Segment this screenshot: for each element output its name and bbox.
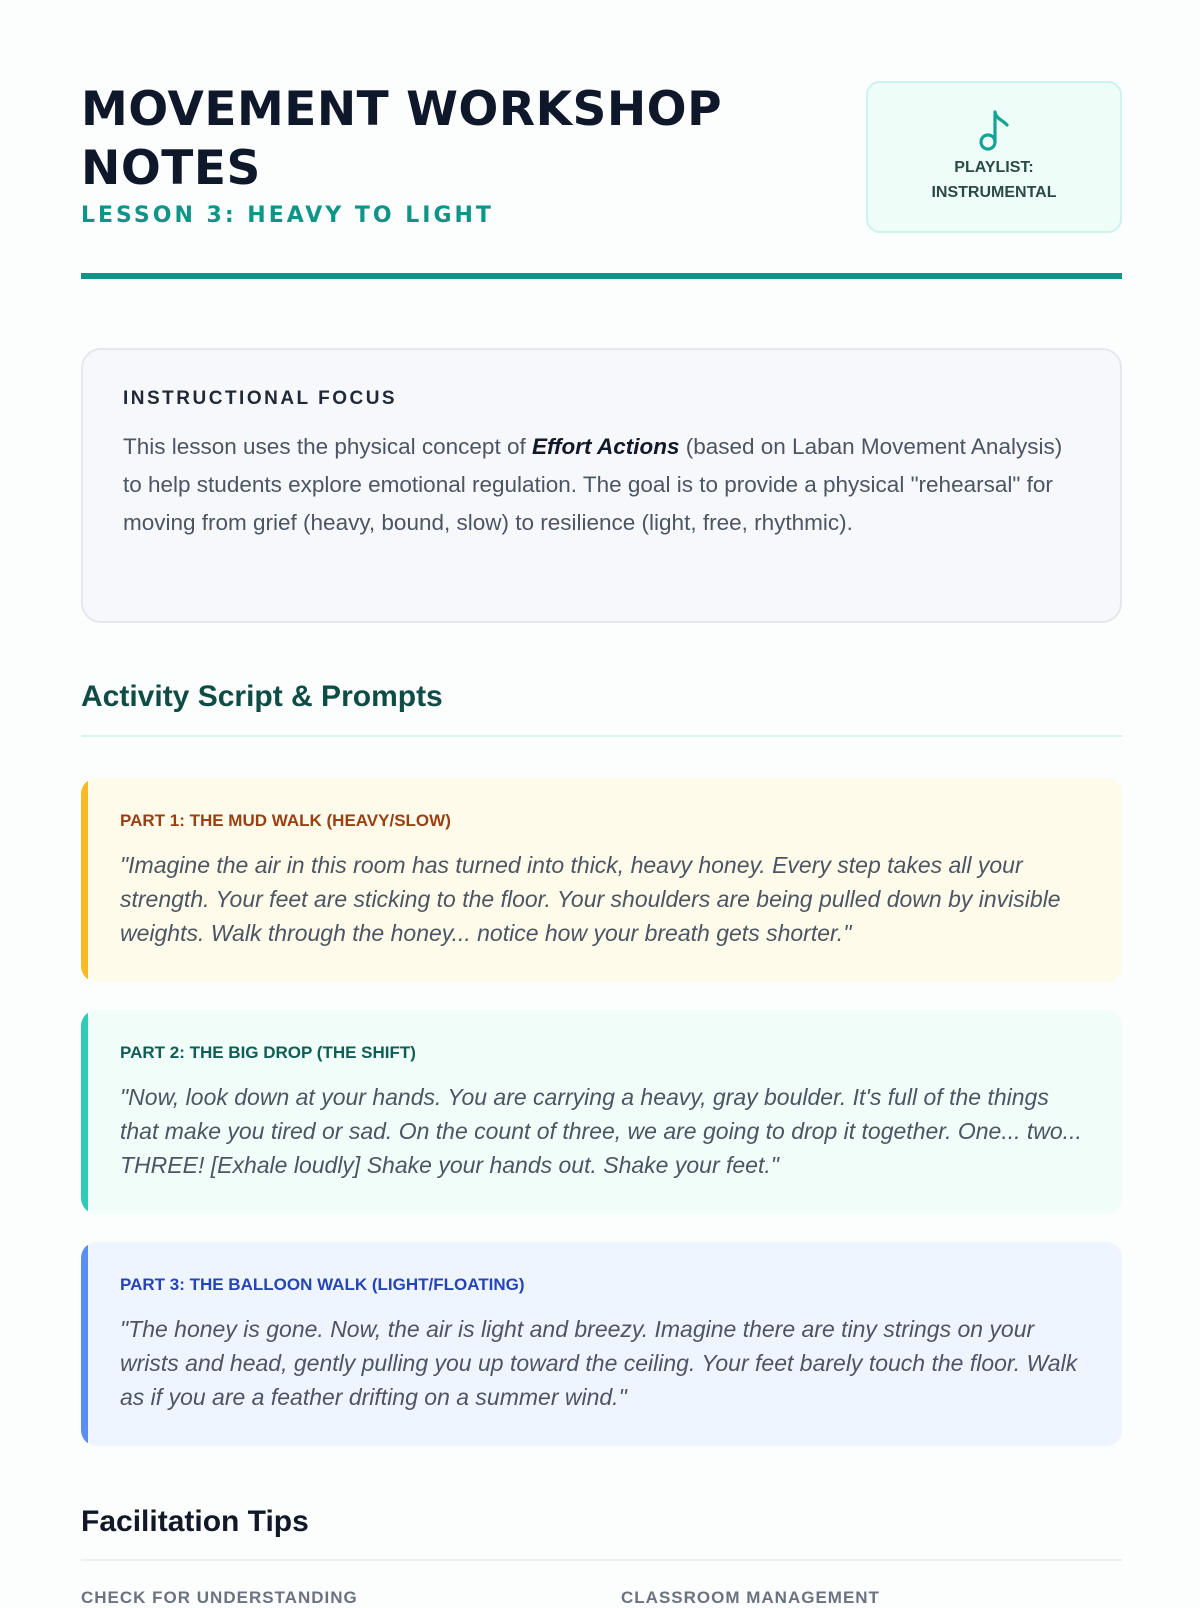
- focus-text-end: (based on Laban Movement Analysis) to help students explore emotional regulation. The goal is to provide a physical "rehearsal" for moving from grief (heavy, bound, slow) to resilience (light, free, rhythmic).: [123, 434, 1063, 535]
- instructional-focus-box: [81, 348, 1122, 623]
- tips-column-heading: CLASSROOM MANAGEMENT: [621, 1588, 880, 1607]
- part-title: PART 2: THE BIG DROP (THE SHIFT): [120, 1043, 416, 1062]
- music-note-icon: [976, 107, 1012, 153]
- activity-section-heading: Activity Script & Prompts: [81, 680, 443, 713]
- playlist-label: PLAYLIST: INSTRUMENTAL: [931, 159, 1057, 201]
- activity-section-divider: [81, 735, 1122, 737]
- part-title: PART 1: THE MUD WALK (HEAVY/SLOW): [120, 811, 451, 830]
- activity-part-2: [81, 1010, 1122, 1214]
- activity-part-1: [81, 778, 1122, 982]
- part-script: "Now, look down at your hands. You are carrying a heavy, gray boulder. It's full of the things that make you tired or sad. On the count of three, we are going to drop it together. One... two... THREE! [Exhale loudly] Shake your hands out. Shake your feet.": [120, 1084, 1082, 1178]
- lesson-subtitle: LESSON 3: HEAVY TO LIGHT: [81, 203, 494, 228]
- instructional-focus-heading: INSTRUCTIONAL FOCUS: [123, 388, 398, 409]
- focus-text-start: This lesson uses the physical concept of: [123, 434, 532, 459]
- focus-text-emphasis: Effort Actions: [531, 434, 680, 459]
- instructional-focus-text: [123, 428, 1080, 542]
- playlist-badge: [866, 81, 1122, 233]
- header-divider: [81, 273, 1122, 279]
- workshop-notes-page: [81, 0, 1122, 1607]
- tips-section-divider: [81, 1559, 1122, 1561]
- activity-part-3: [81, 1242, 1122, 1446]
- part-script: "Imagine the air in this room has turned into thick, heavy honey. Every step takes all your strength. Your feet are sticking to the floor. Your shoulders are being pulled down by invisible weights. Walk through the honey... notice how your breath gets shorter.": [120, 852, 1061, 946]
- tips-section-heading: Facilitation Tips: [81, 1505, 309, 1538]
- page-header: [81, 0, 1122, 281]
- tips-column-heading: CHECK FOR UNDERSTANDING: [81, 1588, 358, 1607]
- part-title: PART 3: THE BALLOON WALK (LIGHT/FLOATING): [120, 1275, 525, 1294]
- page-title: MOVEMENT WORKSHOP NOTES: [81, 82, 723, 196]
- part-script: "The honey is gone. Now, the air is light and breezy. Imagine there are tiny strings on your wrists and head, gently pulling you up toward the ceiling. Your feet barely touch the floor. Walk as if you are a feather drifting on a summer wind.": [120, 1316, 1078, 1410]
